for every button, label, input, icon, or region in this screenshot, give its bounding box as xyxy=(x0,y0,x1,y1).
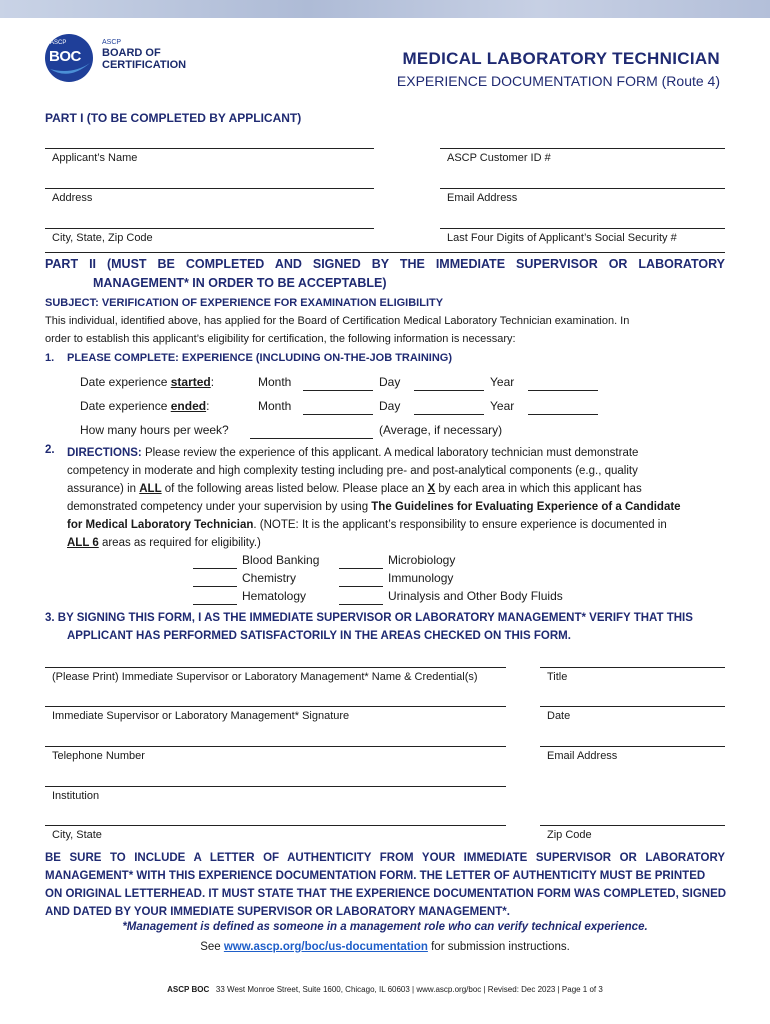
area-microbiology[interactable]: Microbiology xyxy=(339,551,563,569)
areas-left-list xyxy=(193,551,319,605)
signature-line[interactable] xyxy=(45,706,506,707)
see-instructions: See www.ascp.org/boc/us-documentation for submission instructions. xyxy=(200,941,570,953)
logo-line2: CERTIFICATION xyxy=(102,59,187,71)
ended-year-label: Year xyxy=(490,399,515,413)
hours-field[interactable] xyxy=(250,438,373,439)
intro-line2: order to establish this applicant’s eligibility for certification, the following information is necessary: xyxy=(45,333,516,345)
supervisor-email-line[interactable] xyxy=(540,746,725,747)
intro-line1: This individual, identified above, has applied for the Board of Certification Medical Laboratory Technician examination. In xyxy=(45,315,630,327)
documentation-link[interactable]: www.ascp.org/boc/us-documentation xyxy=(223,941,428,953)
started-day-field[interactable] xyxy=(414,390,484,391)
area-urinalysis[interactable]: Urinalysis and Other Body Fluids xyxy=(339,587,563,605)
part1-heading: PART I (TO BE COMPLETED BY APPLICANT) xyxy=(45,111,302,125)
directions-paragraph: DIRECTIONS: Please review the experience of this applicant. A medical laboratory technician must demonstrate competency in moderate and high complexity testing including pre- and post-analytical components (e.g., quality assurance) in ALL of the following areas listed below. Please place an X by each area in which this applicant has demonstrated competency under your supervision by using The Guidelines for Evaluating Experience of a Candidate for Medical Laboratory Technician. (NOTE: It is the applicant’s responsibility to ensure experience is documented in ALL 6 areas as required for eligibility.) xyxy=(67,447,681,549)
customer-id-label: ASCP Customer ID # xyxy=(447,152,551,164)
email-label: Email Address xyxy=(447,192,518,204)
zip-label: Zip Code xyxy=(547,829,592,841)
hours-label: How many hours per week? xyxy=(80,423,229,437)
zip-line[interactable] xyxy=(540,825,725,826)
authenticity-notice: BE SURE TO INCLUDE A LETTER OF AUTHENTICITY FROM YOUR IMMEDIATE SUPERVISOR OR LABORATORY MANAGEMENT* WITH THIS EXPERIENCE DOCUMENTATION FORM. THE LETTER OF AUTHENTICITY MUST BE PRINTED ON ORIGINAL LETTERHEAD. IT MUST STATE THAT THE EXPERIENCE DOCUMENTATION FORM WAS COMPLETED, SIGNED AND DATED BY YOUR IMMEDIATE SUPERVISOR OR LABORATORY MANAGEMENT*. xyxy=(45,852,727,918)
section1-number: 1. xyxy=(45,352,55,364)
title-label: Title xyxy=(547,671,568,683)
started-month-label: Month xyxy=(258,375,292,389)
city-state-label: City, State xyxy=(52,829,102,841)
email-line[interactable] xyxy=(440,188,725,189)
footer xyxy=(0,985,770,994)
ssn-label: Last Four Digits of Applicant’s Social Security # xyxy=(447,232,677,244)
management-definition: *Management is defined as someone in a management role who can verify technical experience. xyxy=(122,921,648,933)
institution-label: Institution xyxy=(52,790,100,802)
footer-text: 33 West Monroe Street, Suite 1600, Chicago, IL 60603 | www.ascp.org/boc | Revised: Dec 2023 | Page 1 of 3 xyxy=(215,985,603,994)
section-divider xyxy=(45,252,725,253)
area-blood-banking[interactable]: Blood Banking xyxy=(193,551,319,569)
started-year-label: Year xyxy=(490,375,515,389)
applicant-name-line[interactable] xyxy=(45,148,374,149)
section1-heading: PLEASE COMPLETE: EXPERIENCE (INCLUDING ON-THE-JOB TRAINING) xyxy=(67,352,453,364)
applicant-name-label: Applicant’s Name xyxy=(52,152,138,164)
supervisor-email-label: Email Address xyxy=(547,750,618,762)
subject-line: SUBJECT: VERIFICATION OF EXPERIENCE FOR EXAMINATION ELIGIBILITY xyxy=(45,297,444,309)
city-label: City, State, Zip Code xyxy=(52,232,153,244)
header-banner-image xyxy=(0,0,770,18)
city-line[interactable] xyxy=(45,228,374,229)
started-year-field[interactable] xyxy=(528,390,598,391)
ended-month-label: Month xyxy=(258,399,292,413)
area-hematology[interactable]: Hematology xyxy=(193,587,319,605)
customer-id-line[interactable] xyxy=(440,148,725,149)
footer-org: ASCP BOC xyxy=(167,985,210,994)
section2-number: 2. xyxy=(45,444,55,456)
ascp-boc-logo xyxy=(44,33,204,83)
area-immunology[interactable]: Immunology xyxy=(339,569,563,587)
logo-ascp-small: ASCP xyxy=(50,40,67,46)
part2-heading-line1: PART II (MUST BE COMPLETED AND SIGNED BY THE IMMEDIATE SUPERVISOR OR LABORATORY xyxy=(45,257,725,271)
page-title: MEDICAL LABORATORY TECHNICIAN xyxy=(402,49,720,68)
date-label: Date xyxy=(547,710,571,722)
areas-right-list xyxy=(339,551,563,605)
ended-day-field[interactable] xyxy=(414,414,484,415)
supervisor-name-line[interactable] xyxy=(45,667,506,668)
page-subtitle: EXPERIENCE DOCUMENTATION FORM (Route 4) xyxy=(396,73,720,89)
city-state-line[interactable] xyxy=(45,825,506,826)
section3-line2: APPLICANT HAS PERFORMED SATISFACTORILY IN THE AREAS CHECKED ON THIS FORM. xyxy=(67,630,571,642)
section3-line1: 3. BY SIGNING THIS FORM, I AS THE IMMEDIATE SUPERVISOR OR LABORATORY MANAGEMENT* VERIFY THAT THIS xyxy=(45,612,693,624)
title-line[interactable] xyxy=(540,667,725,668)
part2-heading-line2: MANAGEMENT* IN ORDER TO BE ACCEPTABLE) xyxy=(93,276,387,290)
date-ended-label: Date experience ended: xyxy=(80,399,210,413)
supervisor-name-label: (Please Print) Immediate Supervisor or Laboratory Management* Name & Credential(s) xyxy=(52,671,478,683)
started-day-label: Day xyxy=(379,375,401,389)
hours-note: (Average, if necessary) xyxy=(379,423,503,437)
telephone-line[interactable] xyxy=(45,746,506,747)
signature-label: Immediate Supervisor or Laboratory Management* Signature xyxy=(52,710,350,722)
started-month-field[interactable] xyxy=(303,390,373,391)
ended-day-label: Day xyxy=(379,399,401,413)
address-line[interactable] xyxy=(45,188,374,189)
logo-badge: BOC xyxy=(49,48,81,65)
date-started-label: Date experience started: xyxy=(80,375,215,389)
address-label: Address xyxy=(52,192,93,204)
logo-line1: BOARD OF xyxy=(102,47,161,59)
area-chemistry[interactable]: Chemistry xyxy=(193,569,319,587)
ended-year-field[interactable] xyxy=(528,414,598,415)
ssn-line[interactable] xyxy=(440,228,725,229)
date-line[interactable] xyxy=(540,706,725,707)
ended-month-field[interactable] xyxy=(303,414,373,415)
institution-line[interactable] xyxy=(45,786,506,787)
logo-ascp-label: ASCP xyxy=(102,39,122,46)
telephone-label: Telephone Number xyxy=(52,750,145,762)
